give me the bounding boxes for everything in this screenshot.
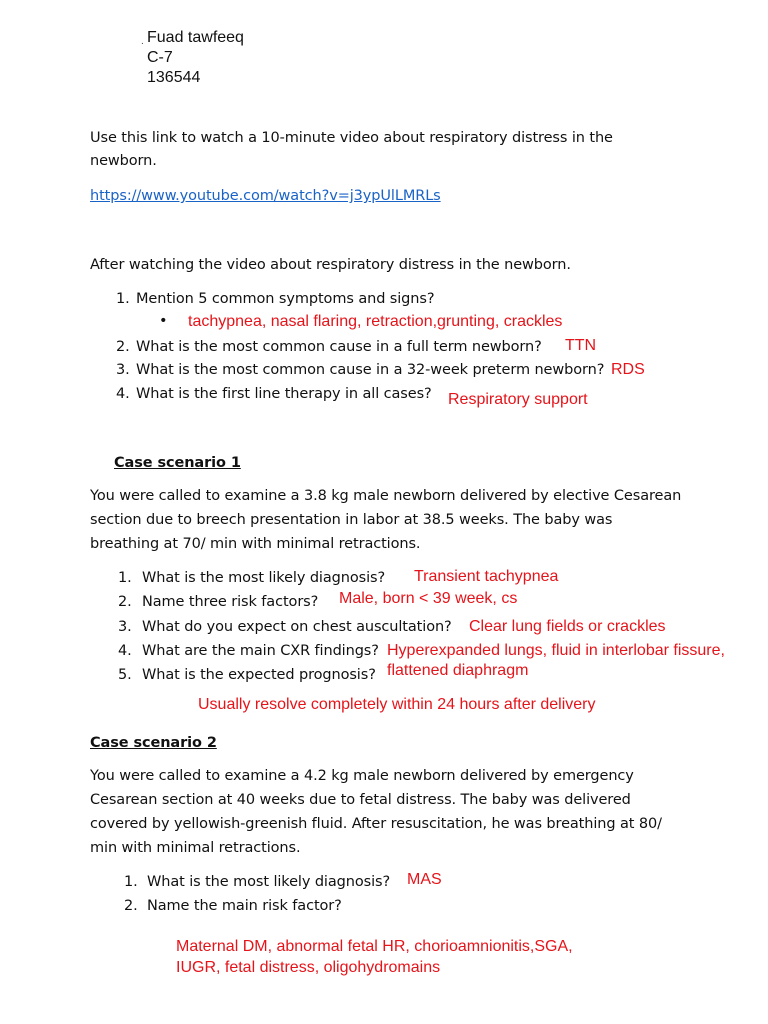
- student-id: 136544: [147, 69, 201, 86]
- intro-line-2: newborn.: [90, 153, 157, 169]
- part1-q3-answer: RDS: [611, 361, 645, 378]
- part1-lead: After watching the video about respiratory distress in the newborn.: [90, 257, 571, 273]
- part1-q4-answer: Respiratory support: [448, 391, 588, 408]
- case1-q2-num: 2.: [118, 594, 132, 610]
- case2-para-line-3: covered by yellowish-greenish fluid. After resuscitation, he was breathing at 80/: [90, 816, 662, 832]
- case1-title: Case scenario 1: [114, 455, 241, 471]
- case2-title: Case scenario 2: [90, 735, 217, 751]
- part1-q1-text: Mention 5 common symptoms and signs?: [136, 291, 435, 307]
- part1-q1-num: 1.: [116, 291, 130, 307]
- case1-q2-answer: Male, born < 39 week, cs: [339, 590, 518, 607]
- part1-q4-text: What is the first line therapy in all cases?: [136, 386, 432, 402]
- case2-q2-num: 2.: [124, 898, 138, 914]
- case1-q5-answer: Usually resolve completely within 24 hours after delivery: [198, 696, 596, 713]
- case2-para-line-2: Cesarean section at 40 weeks due to fetal distress. The baby was delivered: [90, 792, 631, 808]
- case1-para-line-1: You were called to examine a 3.8 kg male newborn delivered by elective Cesarean: [90, 488, 682, 504]
- case1-q4-num: 4.: [118, 643, 132, 659]
- part1-q3-num: 3.: [116, 362, 130, 378]
- case1-para-line-2: section due to breech presentation in labor at 38.5 weeks. The baby was: [90, 512, 613, 528]
- case1-q3-text: What do you expect on chest auscultation?: [142, 619, 452, 635]
- part1-q1-answer: tachypnea, nasal flaring, retraction,grunting, crackles: [188, 313, 563, 330]
- case1-q3-answer: Clear lung fields or crackles: [469, 618, 666, 635]
- case2-q2-text: Name the main risk factor?: [147, 898, 342, 914]
- case2-para-line-1: You were called to examine a 4.2 kg male newborn delivered by emergency: [90, 768, 634, 784]
- case1-q4-answer-cont: flattened diaphragm: [387, 662, 529, 679]
- case2-q1-answer: MAS: [407, 871, 442, 888]
- part1-q2-num: 2.: [116, 339, 130, 355]
- case1-q5-num: 5.: [118, 667, 132, 683]
- stray-mark: .: [141, 36, 144, 47]
- bullet-icon: •: [159, 313, 168, 329]
- case2-q1-text: What is the most likely diagnosis?: [147, 874, 391, 890]
- intro-line-1: Use this link to watch a 10-minute video about respiratory distress in the: [90, 130, 613, 146]
- student-group: C-7: [147, 49, 173, 66]
- case1-q4-text: What are the main CXR findings?: [142, 643, 379, 659]
- case2-q2-answer-line-1: Maternal DM, abnormal fetal HR, chorioamnionitis,SGA,: [176, 938, 573, 955]
- part1-q3-text: What is the most common cause in a 32-week preterm newborn?: [136, 362, 605, 378]
- case2-q2-answer-line-2: IUGR, fetal distress, oligohydromains: [176, 959, 441, 976]
- part1-q4-num: 4.: [116, 386, 130, 402]
- case1-q1-answer: Transient tachypnea: [414, 568, 559, 585]
- case1-q1-num: 1.: [118, 570, 132, 586]
- case1-q5-text: What is the expected prognosis?: [142, 667, 376, 683]
- case1-q3-num: 3.: [118, 619, 132, 635]
- video-link[interactable]: https://www.youtube.com/watch?v=j3ypUlLMRLs: [90, 188, 441, 204]
- student-name: Fuad tawfeeq: [147, 29, 244, 46]
- case2-para-line-4: min with minimal retractions.: [90, 840, 301, 856]
- part1-q2-text: What is the most common cause in a full term newborn?: [136, 339, 542, 355]
- case1-q4-answer: Hyperexpanded lungs, fluid in interlobar fissure,: [387, 642, 725, 659]
- part1-q2-answer: TTN: [565, 337, 597, 354]
- case2-q1-num: 1.: [124, 874, 138, 890]
- case1-q2-text: Name three risk factors?: [142, 594, 319, 610]
- case1-q1-text: What is the most likely diagnosis?: [142, 570, 386, 586]
- case1-para-line-3: breathing at 70/ min with minimal retractions.: [90, 536, 421, 552]
